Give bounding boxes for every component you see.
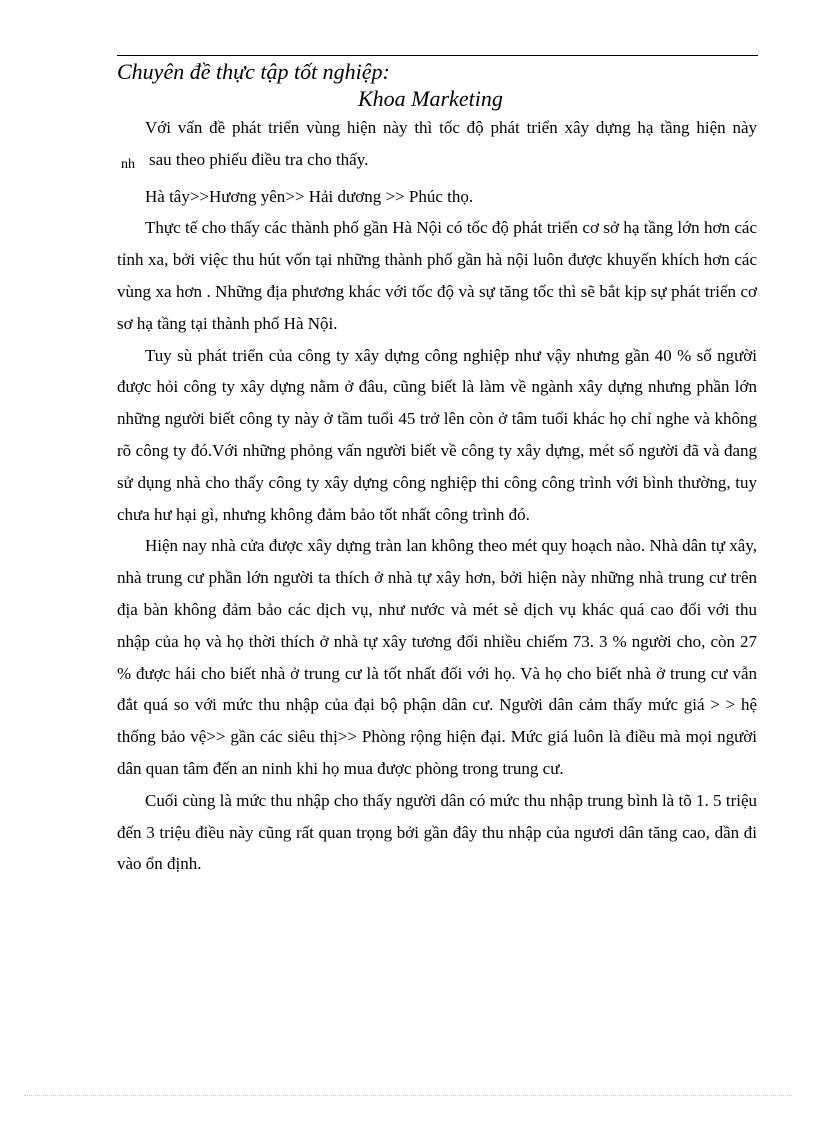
header-rule (117, 55, 758, 56)
paragraph-1 (117, 112, 757, 181)
page-title: Chuyên đề thực tập tốt nghiệp: (117, 59, 390, 84)
paragraph-3: Thực tế cho thấy các thành phố gần Hà Nội có tốc độ phát triển cơ sở hạ tầng lớn hơn các tỉnh xa, bởi việc thu hút vốn tại những thành phố gần hà nội luôn được khuyến khích hơn các vùng xa hơn . Những địa phương khác với tốc độ và sự tăng tốc thì sẽ bắt kịp sự phát triển cơ sơ hạ tầng tại thành phố Hà Nội. (117, 218, 757, 333)
paragraph-5: Hiện nay nhà cửa được xây dựng tràn lan không theo mét quy hoạch nào. Nhà dân tự xây, nhà trung cư phần lớn người ta thích ở nhà tự xây hơn, bởi hiện này những nhà trung cư trên địa bàn không đảm bảo các dịch vụ, như nước và mét sè dịch vụ khác quá cao đối với thu nhập của họ và họ thời thích ở nhà tự xây tương đối nhiều chiếm 73. 3 % người cho, còn 27 % được hái cho biết nhà ở trung cư là tốt nhất đối với họ. Và họ cho biết nhà ở trung cư vẫn đắt quá so với mức thu nhập của đại bộ phận dân cư. Người dân cảm thấy mức giá > > hệ thống bảo vệ>> gần các siêu thị>> Phòng rộng hiện đại. Mức giá luôn là điều mà mọi người dân quan tâm đến an ninh khi họ mua được phòng trong trung cư. (117, 536, 757, 778)
paragraph-4: Tuy sù phát triển của công ty xây dựng công nghiệp như vậy nhưng gần 40 % số người được hỏi công ty xây dựng nằm ở đâu, cũng biết là làm về ngành xây dựng nhưng phần lớn những người biết công ty này ở tầm tuổi 45 trở lên còn ở tâm tuổi khác họ chỉ nghe và không rõ công ty đó.Với những phỏng vấn người biết về công ty xây dựng, mét số người đã và đang sử dụng nhà cho thấy công ty xây dựng công nghiệp thi công công trình với bình thường, tuy chưa hư hại gì, nhưng không đảm bảo tốt nhất công trình đó. (117, 345, 757, 524)
page-subtitle: Khoa Marketing (358, 86, 503, 111)
footer-rule (24, 1095, 792, 1096)
paragraph-6: Cuối cùng là mức thu nhập cho thấy người dân có mức thu nhập trung bình là tõ 1. 5 triệu đến 3 triệu điều này cũng rất quan trọng bởi gần đây thu nhập của ngươi dân tăng cao, dần đi vào ổn định. (117, 790, 757, 874)
paragraph-2: Hà tây>>Hương yên>> Hải dương >> Phúc thọ. (145, 186, 474, 206)
paragraph-1-text-start: Với vấn đề phát triển vùng hiện này thì tốc độ phát triển xây dựng hạ tầng hiện này (145, 118, 757, 137)
document-body (117, 112, 757, 880)
paragraph-1-inline-note: nh (121, 156, 135, 172)
paragraph-1-text-end: sau theo phiếu điều tra cho thấy. (149, 149, 369, 169)
